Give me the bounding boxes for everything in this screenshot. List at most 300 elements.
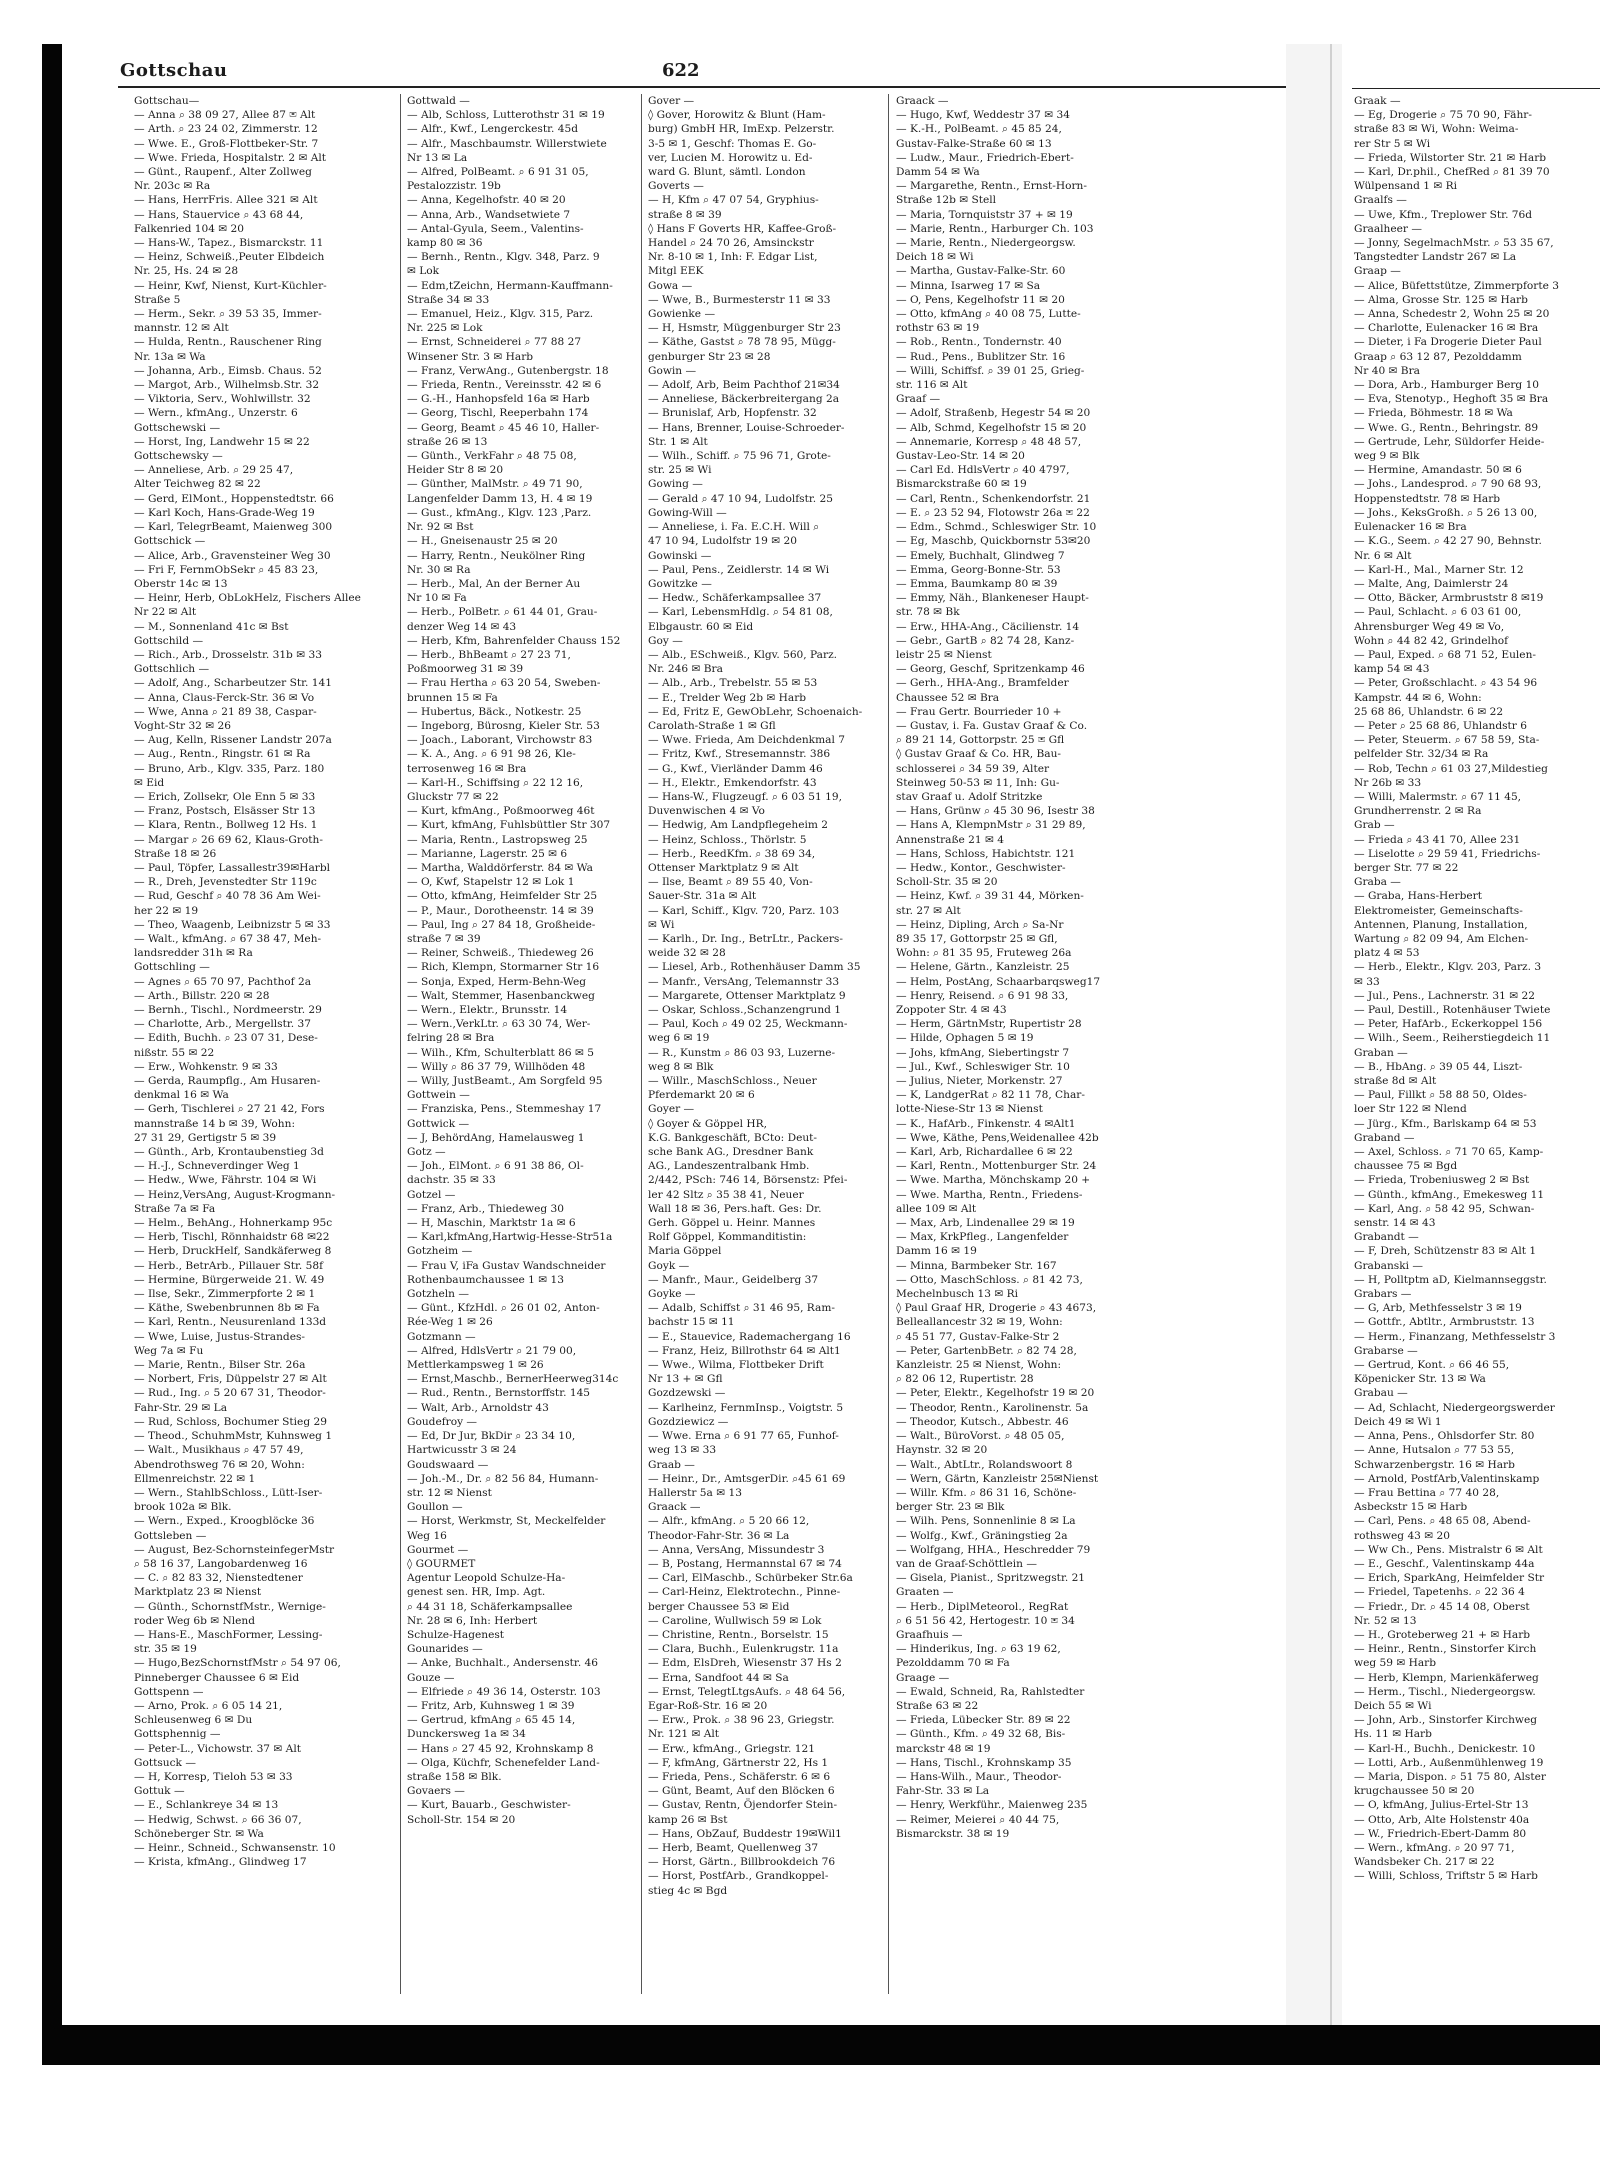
directory-entry-line: — Wilh., Seem., Reiherstiegdeich 11 [1354, 1032, 1551, 1045]
directory-entry-line: Gottwick — [407, 1117, 470, 1130]
directory-entry-line: Deich 18 ✉ Wi [896, 251, 974, 264]
directory-entry-line: — Carl, Rentn., Schenkendorfstr. 21 [896, 492, 1091, 505]
directory-entry-line: — K, LandgerRat ⌕ 82 11 78, Char- [896, 1089, 1085, 1102]
directory-entry-line: Straße 18 ✉ 26 [134, 847, 217, 860]
directory-entry-line: — Horst, Ing, Landwehr 15 ✉ 22 [134, 435, 310, 448]
directory-entry-line: — Minna, Isarweg 17 ✉ Sa [896, 279, 1041, 292]
directory-entry-line: — Ingeborg, Bürosng, Kieler Str. 53 [407, 719, 600, 732]
directory-entry-line: — Wilh. Pens, Sonnenlinie 8 ✉ La [896, 1515, 1076, 1528]
page-number: 622 [662, 60, 700, 81]
directory-entry-line: berger Str. 77 ✉ 22 [1354, 861, 1459, 874]
directory-entry-line: Graafhuis — [896, 1628, 963, 1641]
directory-entry-line: ward G. Blunt, sämtl. London [648, 166, 806, 179]
directory-entry-line: — Herm, GärtnMstr, Rupertistr 28 [896, 1018, 1082, 1031]
directory-entry-line: — P., Maur., Dorotheenstr. 14 ✉ 39 [407, 904, 594, 917]
directory-entry-line: — Wern., Exped., Kroogblöcke 36 [134, 1515, 315, 1528]
directory-entry-line: denzer Weg 14 ✉ 43 [407, 620, 517, 633]
directory-entry-line: — Brunislaf, Arb, Hopfenstr. 32 [648, 407, 817, 420]
directory-entry-line: — Anna ⌕ 38 09 27, Allee 87 ✉ Alt [134, 109, 316, 122]
directory-entry-line: ✉ Eid [134, 776, 165, 789]
gutter-divider [1330, 44, 1332, 2025]
directory-entry-line: — Hedw., Schäferkampsallee 37 [648, 592, 822, 605]
directory-entry-line: — Edith, Buchh. ⌕ 23 07 31, Dese- [134, 1032, 318, 1045]
directory-entry-line: kamp 54 ✉ 43 [1354, 663, 1430, 676]
directory-entry-line: — Ernst,Maschb., BernerHeerweg314c [407, 1373, 619, 1386]
directory-entry-line: loer Str 122 ✉ Nlend [1354, 1103, 1467, 1116]
directory-entry-line: — Johs., Landesprod. ⌕ 7 90 68 93, [1354, 478, 1542, 491]
directory-entry-line: Gowa — [648, 279, 693, 292]
directory-entry-line: — R., Kunstm ⌕ 86 03 93, Luzerne- [648, 1046, 836, 1059]
directory-entry-line: — Paul, Fillkt ⌕ 58 88 50, Oldes- [1354, 1089, 1527, 1102]
directory-entry-line: — Ludw., Maur., Friedrich-Ebert- [896, 151, 1074, 164]
directory-entry-line: — Alb., Arb., Trebelstr. 55 ✉ 53 [648, 677, 818, 690]
directory-entry-line: Schwarzenbergstr. 16 ✉ Harb [1354, 1458, 1515, 1471]
directory-entry-line: — Ernst, Schneiderei ⌕ 77 88 27 [407, 336, 582, 349]
directory-entry-line: Hoppenstedtstr. 78 ✉ Harb [1354, 492, 1501, 505]
directory-entry-line: — Kurt, Bauarb., Geschwister- [407, 1799, 571, 1812]
directory-entry-line: — Rob., Rentn., Tondernstr. 40 [896, 336, 1062, 349]
directory-entry-line: Gover — [648, 95, 695, 107]
directory-entry-line: ◊ Hans F Goverts HR, Kaffee-Groß- [648, 222, 837, 235]
directory-entry-line: — Willr. Kfm. ⌕ 86 31 16, Schöne- [896, 1486, 1077, 1499]
directory-entry-line: Gluckstr 77 ✉ 22 [407, 790, 499, 803]
directory-entry-line: — Jonny, SegelmachMstr. ⌕ 53 35 67, [1354, 237, 1554, 250]
directory-entry-line: straße 8 ✉ 39 [648, 208, 722, 221]
directory-entry-line: Tangstedter Landstr 267 ✉ La [1354, 251, 1517, 264]
directory-entry-line: Gowienke — [648, 308, 716, 321]
directory-entry-line: Abendrothsweg 76 ✉ 20, Wohn: [134, 1458, 305, 1471]
directory-entry-line: platz 4 ✉ 53 [1354, 947, 1420, 960]
directory-entry-line: — E. ⌕ 23 52 94, Flotowstr 26a ✉ 22 [896, 506, 1090, 519]
directory-entry-line: — E., Trelder Weg 2b ✉ Harb [648, 691, 807, 704]
directory-entry-line: — Wwe. G., Rentn., Behringstr. 89 [1354, 421, 1539, 434]
directory-entry-line: — Eva, Stenotyp., Heghoft 35 ✉ Bra [1354, 393, 1549, 406]
directory-entry-line: — Horst, PostfArb., Grandkoppel- [648, 1870, 829, 1883]
directory-entry-line: Gottuk — [134, 1785, 185, 1798]
directory-entry-line: Graack — [896, 95, 949, 107]
directory-entry-line: — Christine, Rentn., Borselstr. 15 [648, 1628, 829, 1641]
directory-entry-line: mannstr. 12 ✉ Alt [134, 322, 229, 335]
directory-entry-line: — Karl-H., Schiffsing ⌕ 22 12 16, [407, 776, 584, 789]
directory-entry-line: — Kurt, kfmAng., Poßmoorweg 46t [407, 805, 595, 818]
directory-entry-line: — Paul, Pens., Zeidlerstr. 14 ✉ Wi [648, 563, 830, 576]
directory-column-5-next-page [1354, 94, 1600, 1994]
directory-entry-line: — Wwe, Luise, Justus-Strandes- [134, 1330, 305, 1343]
directory-entry-line: — Herb., Mal, An der Berner Au [407, 577, 581, 590]
directory-entry-line: Nr 22 ✉ Alt [134, 606, 197, 619]
directory-entry-line: — Charlotte, Eulenacker 16 ✉ Bra [1354, 322, 1539, 335]
directory-entry-line: — Carl Ed. HdlsVertr ⌕ 40 4797, [896, 464, 1070, 477]
directory-entry-line: Straße 7a ✉ Fa [134, 1202, 216, 1215]
scan-border-left [42, 44, 62, 2064]
directory-entry-line: — Hans, Grünw ⌕ 45 30 96, Isestr 38 [896, 805, 1095, 818]
directory-entry-line: — E., Schlankreye 34 ✉ 13 [134, 1799, 279, 1812]
directory-entry-line: Gottsleben — [134, 1529, 207, 1542]
directory-entry-line: Schöneberger Str. ✉ Wa [134, 1827, 264, 1840]
directory-entry-line: — Emanuel, Heiz., Klgv. 315, Parz. [407, 308, 594, 321]
directory-entry-line: sche Bank AG., Dresdner Bank [648, 1146, 814, 1159]
directory-entry-line: — Bernh., Tischl., Nordmeerstr. 29 [134, 1004, 322, 1016]
directory-entry-line: Gourmet — [407, 1543, 469, 1556]
directory-entry-line: Haynstr. 32 ✉ 20 [896, 1444, 988, 1457]
directory-entry-line: — Maria, Rentn., Lastropsweg 25 [407, 833, 588, 846]
directory-entry-line: — Frieda, Böhmestr. 18 ✉ Wa [1354, 407, 1513, 420]
directory-entry-line: — Günth., Kfm. ⌕ 49 32 68, Bis- [896, 1728, 1066, 1741]
directory-entry-line: Goy — [648, 634, 683, 647]
directory-entry-line: — Heinz, Schloss., Thörlstr. 5 [648, 833, 807, 846]
directory-entry-line: — Wilh., Schiff. ⌕ 75 96 71, Grote- [648, 450, 831, 463]
directory-entry-line: — G., Kwf., Vierländer Damm 46 [648, 762, 823, 775]
directory-entry-line: — Olga, Küchfr, Schenefelder Land- [407, 1756, 600, 1769]
directory-entry-line: — Hulda, Rentn., Rauschener Ring [134, 336, 322, 349]
directory-entry-line: — Herb., ReedKfm. ⌕ 38 69 34, [648, 847, 816, 860]
directory-entry-line: — Adolf, Arb, Beim Pachthof 21✉34 [648, 379, 840, 392]
directory-entry-line: — Erw., Prok. ⌕ 38 96 23, Griegstr. [648, 1714, 835, 1727]
directory-entry-line: — Gerh., HHA-Ang., Bramfelder [896, 677, 1069, 690]
directory-entry-line: — Hedw., Wwe, Fährstr. 104 ✉ Wi [134, 1174, 317, 1187]
directory-entry-line: felring 28 ✉ Bra [407, 1032, 495, 1045]
directory-entry-line: — Gerda, Raumpflg., Am Husaren- [134, 1075, 321, 1088]
directory-entry-line: — Karl,kfmAng,Hartwig-Hesse-Str51a [407, 1231, 613, 1244]
directory-entry-line: — O, kfmAng, Julius-Ertel-Str 13 [1354, 1799, 1529, 1812]
directory-entry-line: rothstr 63 ✉ 19 [896, 322, 980, 335]
directory-entry-line: — Erw., Wohkenstr. 9 ✉ 33 [134, 1060, 278, 1073]
directory-entry-line: — Friedel, Tapetenhs. ⌕ 22 36 4 [1354, 1586, 1525, 1599]
directory-entry-line: — Hans-W., Flugzeugf. ⌕ 6 03 51 19, [648, 790, 842, 803]
directory-entry-line: genest sen. HR, Imp. Agt. [407, 1586, 546, 1599]
directory-entry-line: — W., Friedrich-Ebert-Damm 80 [1354, 1827, 1527, 1840]
directory-entry-line: rothsweg 43 ✉ 20 [1354, 1529, 1451, 1542]
directory-entry-line: — Peter, HafArb., Eckerkoppel 156 [1354, 1018, 1543, 1031]
directory-entry-line: — Rich, Klempn, Stormarner Str 16 [407, 961, 600, 974]
directory-entry-line: — Hans-E., MaschFormer, Lessing- [134, 1628, 323, 1641]
directory-entry-line: Bismarckstraße 60 ✉ 19 [896, 478, 1027, 491]
directory-entry-line: Sauer-Str. 31a ✉ Alt [648, 890, 757, 903]
directory-entry-line: Belleallancestr 32 ✉ 19, Wohn: [896, 1316, 1063, 1329]
directory-entry-line: ⌕ 44 31 18, Schäferkampsallee [407, 1600, 573, 1613]
directory-entry-line: Gotzheim — [407, 1245, 473, 1258]
directory-entry-line: — Wern, Gärtn, Kanzleistr 25✉Nienst [896, 1472, 1099, 1485]
directory-entry-line: — Franz, Arb., Thiedeweg 30 [407, 1202, 564, 1215]
directory-entry-line: — O, Pens, Kegelhofstr 11 ✉ 20 [896, 293, 1065, 306]
directory-entry-line: — Hedw., Kontor., Geschwister- [896, 861, 1066, 874]
directory-entry-line: str. 116 ✉ Alt [896, 379, 968, 392]
directory-entry-line: — Liselotte ⌕ 29 59 41, Friedrichs- [1354, 847, 1541, 860]
directory-entry-line: dachstr. 35 ✉ 33 [407, 1174, 496, 1187]
directory-entry-line: Nr. 28 ✉ 6, Inh: Herbert [407, 1614, 538, 1627]
directory-entry-line: Wartung ⌕ 82 09 94, Am Elchen- [1354, 932, 1529, 945]
directory-entry-line: Graalheer — [1354, 222, 1422, 235]
directory-entry-line: ◊ Goyer & Göppel HR, [648, 1117, 767, 1130]
directory-entry-line: — Marie, Rentn., Harburger Ch. 103 [896, 222, 1094, 235]
directory-entry-line: ⌕ 89 21 14, Gottorpstr. 25 ✉ Gfl [896, 734, 1065, 747]
directory-entry-line: — Uwe, Kfm., Treplower Str. 76d [1354, 208, 1533, 221]
directory-entry-line: Goudefroy — [407, 1415, 478, 1428]
directory-entry-line: Dunckersweg 1a ✉ 34 [407, 1728, 526, 1741]
directory-entry-line: Str. 1 ✉ Alt [648, 435, 708, 448]
directory-entry-line: — Ilse, Sekr., Zimmerpforte 2 ✉ 1 [134, 1288, 316, 1301]
directory-entry-line: — Caroline, Wullwisch 59 ✉ Lok [648, 1614, 822, 1627]
directory-entry-line: landsredder 31h ✉ Ra [134, 947, 253, 960]
header-rule [118, 86, 1286, 88]
directory-entry-line: — Kurt, kfmAng, Fuhlsbüttler Str 307 [407, 819, 611, 832]
directory-entry-line: — Theodor, Rentn., Karolinenstr. 5a [896, 1401, 1089, 1414]
directory-entry-line: ⌕ 82 06 12, Rupertistr. 28 [896, 1373, 1034, 1386]
directory-entry-line: Nr 13 + ✉ Gfl [648, 1373, 723, 1386]
running-header: Gottschau [120, 60, 228, 81]
directory-entry-line: terrosenweg 16 ✉ Bra [407, 762, 527, 775]
directory-entry-line: — Alfr., kfmAng. ⌕ 5 20 66 12, [648, 1515, 810, 1528]
directory-entry-line: — Frieda ⌕ 43 41 70, Allee 231 [1354, 833, 1521, 846]
directory-entry-line: Gotzel — [407, 1188, 456, 1201]
directory-entry-line: ◊ Gover, Horowitz & Blunt (Ham- [648, 109, 826, 122]
directory-entry-line: — Aug., Rentn., Ringstr. 61 ✉ Ra [134, 748, 311, 761]
directory-entry-line: — H, Hsmstr, Müggenburger Str 23 [648, 322, 841, 335]
directory-entry-line: — Gust., kfmAng., Klgv. 123 ,Parz. [407, 506, 592, 519]
directory-entry-line: Nr. 225 ✉ Lok [407, 322, 483, 335]
directory-entry-line: — R., Dreh, Jevenstedter Str 119c [134, 876, 317, 889]
directory-entry-line: Scholl-Str. 35 ✉ 20 [896, 876, 998, 889]
directory-entry-line: — Hans, Stauervice ⌕ 43 68 44, [134, 208, 304, 221]
directory-entry-line: — Frieda, Pens., Schäferstr. 6 ✉ 6 [648, 1770, 831, 1783]
directory-entry-line: Wohn ⌕ 44 82 42, Grindelhof [1354, 634, 1509, 647]
directory-entry-line: — Georg, Tischl, Reeperbahn 174 [407, 407, 589, 420]
directory-column-2 [407, 94, 635, 1994]
directory-entry-line: — Hugo, Kwf, Weddestr 37 ✉ 34 [896, 109, 1070, 122]
directory-entry-line: — Marie, Rentn., Bilser Str. 26a [134, 1359, 306, 1372]
directory-entry-line: — Alb., ESchweiß., Klgv. 560, Parz. [648, 648, 838, 661]
directory-entry-line: ⌕ 58 16 37, Langobardenweg 16 [134, 1557, 308, 1570]
directory-entry-line: Gottsphennig — [134, 1728, 221, 1741]
header-rule-next-page [1352, 88, 1600, 89]
directory-entry-line: Gottschick — [134, 535, 206, 548]
directory-entry-line: — Georg, Beamt ⌕ 45 46 10, Haller- [407, 421, 600, 434]
directory-entry-line: Goudswaard — [407, 1458, 489, 1471]
directory-entry-line: — H.-J., Schneverdinger Weg 1 [134, 1160, 300, 1173]
directory-entry-line: Pinneberger Chaussee 6 ✉ Eid [134, 1671, 300, 1684]
directory-entry-line: — Julius, Nieter, Morkenstr. 27 [896, 1075, 1063, 1088]
directory-entry-line: — Helm, PostAng, Schaarbarqsweg17 [896, 975, 1101, 988]
directory-entry-line: — H., Gneisenaustr 25 ✉ 20 [407, 535, 558, 548]
directory-entry-line: Gottwein — [407, 1089, 470, 1102]
directory-column-4 [896, 94, 1156, 1994]
directory-entry-line: — Arth., Billstr. 220 ✉ 28 [134, 989, 270, 1002]
directory-entry-line: — Peter, Großschlacht. ⌕ 43 54 96 [1354, 677, 1538, 690]
directory-entry-line: weg 9 ✉ Blk [1354, 450, 1420, 463]
directory-entry-line: Ahrensburger Weg 49 ✉ Vo, [1354, 620, 1505, 633]
directory-entry-line: — Alb, Schloss, Lutterothstr 31 ✉ 19 [407, 109, 605, 122]
directory-entry-line: weg 59 ✉ Harb [1354, 1657, 1436, 1670]
directory-entry-line: — Günth., SchornstfMstr., Wernige- [134, 1600, 326, 1613]
directory-entry-line: 27 31 29, Gertigstr 5 ✉ 39 [134, 1131, 277, 1144]
directory-entry-line: ◊ Paul Graaf HR, Drogerie ⌕ 43 4673, [896, 1302, 1097, 1315]
directory-entry-line: — Willy, JustBeamt., Am Sorgfeld 95 [407, 1075, 603, 1088]
directory-entry-line: — H., Elektr., Emkendorfstr. 43 [648, 776, 817, 789]
directory-entry-line: — Herb., PolBetr. ⌕ 61 44 01, Grau- [407, 606, 598, 619]
directory-entry-line: 2/442, PSch: 746 14, Börsenstz: Pfei- [648, 1174, 848, 1187]
directory-entry-line: — G, Arb, Methfesselstr 3 ✉ 19 [1354, 1302, 1522, 1315]
directory-entry-line: — Theod., SchuhmMstr, Kuhnsweg 1 [134, 1430, 333, 1443]
directory-entry-line: — Wern., kfmAng. ⌕ 20 97 71, [1354, 1841, 1515, 1854]
directory-entry-line: Ellmenreichstr. 22 ✉ 1 [134, 1472, 256, 1485]
directory-entry-line: Gustav-Leo-Str. 14 ✉ 20 [896, 450, 1025, 463]
directory-entry-line: — H, Polltptm aD, Kielmannseggstr. [1354, 1273, 1547, 1286]
directory-entry-line: — Fritz, Arb, Kuhnsweg 1 ✉ 39 [407, 1699, 575, 1712]
directory-entry-line: Straße 5 [134, 293, 181, 306]
directory-entry-line: Damm 16 ✉ 19 [896, 1245, 977, 1258]
directory-entry-line: nißstr. 55 ✉ 22 [134, 1046, 215, 1059]
directory-entry-line: Rolf Göppel, Kommanditistin: [648, 1231, 807, 1244]
directory-entry-line: — Frau V, iFa Gustav Wandschneider [407, 1259, 606, 1272]
directory-entry-line: — Jul., Pens., Lachnerstr. 31 ✉ 22 [1354, 989, 1535, 1002]
directory-entry-line: — Otto, MaschSchloss. ⌕ 81 42 73, [896, 1273, 1083, 1286]
directory-entry-line: — Walt., kfmAng. ⌕ 67 38 47, Meh- [134, 932, 322, 945]
directory-entry-line: marckstr 48 ✉ 19 [896, 1742, 991, 1755]
directory-entry-line: — Klara, Rentn., Bollweg 12 Hs. 1 [134, 819, 318, 832]
directory-entry-line: Nr. 25, Hs. 24 ✉ 28 [134, 265, 239, 278]
directory-entry-line: — Karl, Dr.phil., ChefRed ⌕ 81 39 70 [1354, 166, 1550, 179]
directory-entry-line: Poßmoorweg 31 ✉ 39 [407, 663, 524, 676]
directory-entry-line: — Karl-H., Mal., Marner Str. 12 [1354, 563, 1524, 576]
directory-entry-line: — Arth. ⌕ 23 24 02, Zimmerstr. 12 [134, 123, 318, 136]
directory-entry-line: — Heinz, Kwf. ⌕ 39 31 44, Mörken- [896, 890, 1084, 903]
directory-entry-line: Weg 7a ✉ Fu [134, 1344, 204, 1357]
directory-entry-line: Gottschling — [134, 961, 210, 974]
directory-entry-line: — Wwe. Martha, Mönchskamp 20 + [896, 1174, 1091, 1187]
directory-entry-line: Annenstraße 21 ✉ 4 [896, 833, 1005, 846]
directory-entry-line: Grabarse — [1354, 1344, 1418, 1357]
directory-entry-line: — Herb, DruckHelf, Sandkäferweg 8 [134, 1245, 332, 1258]
directory-entry-line: Nr. 203c ✉ Ra [134, 180, 211, 193]
directory-entry-line: — Fri F, FernmObSekr ⌕ 45 83 23, [134, 563, 319, 576]
directory-entry-line: str. 35 ✉ 19 [134, 1643, 197, 1656]
directory-entry-line: — Hans-W., Tapez., Bismarckstr. 11 [134, 237, 324, 250]
directory-entry-line: Straße 12b ✉ Stell [896, 194, 997, 207]
directory-entry-line: lotte-Niese-Str 13 ✉ Nienst [896, 1103, 1043, 1116]
directory-entry-line: — Anna, Kegelhofstr. 40 ✉ 20 [407, 194, 566, 207]
directory-entry-line: stieg 4c ✉ Bgd [648, 1884, 728, 1897]
directory-entry-line: — Hermine, Amandastr. 50 ✉ 6 [1354, 464, 1522, 477]
directory-entry-line: — Edm,tZeichn, Hermann-Kauffmann- [407, 279, 613, 292]
directory-entry-line: — Carl, Pens. ⌕ 48 65 08, Abend- [1354, 1515, 1531, 1528]
directory-entry-line: — Anna, Pens., Ohlsdorfer Str. 80 [1354, 1430, 1535, 1443]
directory-entry-line: — Anneliese, i. Fa. E.C.H. Will ⌕ [648, 521, 820, 534]
directory-entry-line: Oberstr 14c ✉ 13 [134, 577, 228, 590]
directory-entry-line: bachstr 15 ✉ 11 [648, 1316, 735, 1329]
directory-entry-line: — Karl, Ang. ⌕ 58 42 95, Schwan- [1354, 1202, 1535, 1215]
directory-entry-line: weide 32 ✉ 28 [648, 947, 726, 960]
directory-entry-line: kamp 26 ✉ Bst [648, 1813, 728, 1826]
directory-entry-line: — Georg, Geschf, Spritzenkamp 46 [896, 663, 1085, 676]
directory-entry-line: brunnen 15 ✉ Fa [407, 691, 498, 704]
directory-entry-line: — Adalb, Schiffst ⌕ 31 46 95, Ram- [648, 1302, 835, 1315]
directory-entry-line: — Johs, kfmAng, Siebertingstr 7 [896, 1046, 1070, 1059]
directory-entry-line: — Paul, Koch ⌕ 49 02 25, Weckmann- [648, 1018, 848, 1031]
directory-entry-line: — Otto, Bäcker, Armbruststr 8 ✉19 [1354, 592, 1544, 605]
directory-entry-line: — M., Sonnenland 41c ✉ Bst [134, 620, 289, 633]
directory-entry-line: — G.-H., Hanhopsfeld 16a ✉ Harb [407, 393, 590, 406]
directory-entry-line: — Hugo,BezSchornstfMstr ⌕ 54 97 06, [134, 1657, 341, 1670]
directory-entry-line: — Franz, Heiz, Billrothstr 64 ✉ Alt1 [648, 1344, 841, 1357]
directory-entry-line: — Horst, Werkmstr, St, Meckelfelder [407, 1515, 606, 1528]
directory-entry-line: Graap — [1354, 265, 1401, 278]
directory-entry-line: — Erich, SparkAng, Heimfelder Str [1354, 1572, 1545, 1585]
directory-entry-line: str. 78 ✉ Bk [896, 606, 960, 619]
directory-entry-line: Duvenwischen 4 ✉ Vo [648, 805, 765, 818]
directory-entry-line: Eulenacker 16 ✉ Bra [1354, 521, 1467, 534]
directory-entry-line: — Margot, Arb., Wilhelmsb.Str. 32 [134, 379, 320, 392]
directory-entry-line: Wülpensand 1 ✉ Ri [1354, 180, 1457, 193]
directory-entry-line: stav Graaf u. Adolf Stritzke [896, 790, 1043, 803]
directory-entry-line: — K.G., Seem. ⌕ 42 27 90, Behnstr. [1354, 535, 1542, 548]
directory-entry-line: weg 13 ✉ 33 [648, 1444, 717, 1457]
directory-entry-line: — Harry, Rentn., Neukölner Ring [407, 549, 586, 562]
directory-entry-line: — Karlh., Dr. Ing., BetrLtr., Packers- [648, 932, 843, 945]
directory-entry-line: mannstraße 14 b ✉ 39, Wohn: [134, 1117, 296, 1130]
directory-entry-line: — Gebr., GartB ⌕ 82 74 28, Kanz- [896, 634, 1075, 647]
directory-entry-line: — Malte, Ang, Daimlerstr 24 [1354, 577, 1509, 590]
directory-entry-line: Theodor-Fahr-Str. 36 ✉ La [648, 1529, 790, 1542]
directory-entry-line: — Wwe, Anna ⌕ 21 89 38, Caspar- [134, 705, 317, 718]
directory-entry-line: — Liesel, Arb., Rothenhäuser Damm 35 [648, 961, 861, 974]
directory-entry-line: ◊ Gustav Graaf & Co. HR, Bau- [896, 748, 1061, 761]
directory-entry-line: Graak — [1354, 95, 1401, 107]
directory-entry-line: — Oskar, Schloss.,Schanzengrund 1 [648, 1004, 842, 1016]
directory-entry-line: — Joach., Laborant, Virchowstr 83 [407, 734, 593, 747]
directory-column-3 [648, 94, 880, 1994]
directory-entry-line: — Herm., Tischl., Niedergeorgsw. [1354, 1685, 1536, 1698]
directory-entry-line: — Rud, Schloss, Bochumer Stieg 29 [134, 1415, 327, 1428]
directory-entry-line: Ottenser Marktplatz 9 ✉ Alt [648, 861, 799, 874]
directory-entry-line: — Norbert, Fris, Düppelstr 27 ✉ Alt [134, 1373, 327, 1386]
directory-entry-line: — Paul, Schlacht. ⌕ 6 03 61 00, [1354, 606, 1522, 619]
directory-entry-line: Elbgaustr. 60 ✉ Eid [648, 620, 754, 633]
directory-entry-line: Mettlerkampsweg 1 ✉ 26 [407, 1359, 544, 1372]
directory-entry-line: — Willy ⌕ 86 37 79, Willhöden 48 [407, 1060, 586, 1073]
directory-entry-line: — Gertrud, Kont. ⌕ 66 46 55, [1354, 1359, 1510, 1372]
directory-entry-line: ◊ GOURMET [407, 1557, 476, 1570]
directory-entry-line: — Frieda, Lübecker Str. 89 ✉ 22 [896, 1714, 1071, 1727]
directory-entry-line: — Wwe, Käthe, Pens,Weidenallee 42b [896, 1131, 1099, 1144]
directory-entry-line: — Hans-Wilh., Maur., Theodor- [896, 1770, 1062, 1783]
directory-entry-line: — Dieter, i Fa Drogerie Dieter Paul [1354, 336, 1542, 349]
directory-entry-line: ler 42 Sltz ⌕ 35 38 41, Neuer [648, 1188, 804, 1201]
directory-entry-line: Nr 13 ✉ La [407, 151, 468, 164]
directory-entry-line: — Herb, Kfm, Bahrenfelder Chauss 152 [407, 634, 621, 647]
directory-entry-line: — Heinr, Herb, ObLokHelz, Fischers Allee [134, 592, 361, 605]
directory-entry-line: — Wern., Elektr., Brunsstr. 14 [407, 1004, 568, 1016]
directory-entry-line: Graban — [1354, 1046, 1408, 1059]
directory-entry-line: — Martha, Walddörferstr. 84 ✉ Wa [407, 861, 593, 874]
directory-entry-line: burg) GmbH HR, ImExp. Pelzerstr. [648, 123, 835, 136]
directory-entry-line: — Wwe. Frieda, Am Deichdenkmal 7 [648, 734, 845, 747]
directory-entry-line: — Anna, Arb., Wandsetwiete 7 [407, 208, 571, 221]
directory-entry-line: Gowing-Will — [648, 506, 727, 519]
directory-entry-line: — Otto, kfmAng, Heimfelder Str 25 [407, 890, 598, 903]
directory-entry-line: Goyk — [648, 1259, 690, 1272]
directory-entry-line: — Wern., kfmAng., Unzerstr. 6 [134, 407, 298, 420]
directory-entry-line: — Frau Bettina ⌕ 77 40 28, [1354, 1486, 1500, 1499]
directory-entry-line: Asbeckstr 15 ✉ Harb [1354, 1501, 1468, 1514]
directory-entry-line: — Krista, kfmAng., Glindweg 17 [134, 1856, 307, 1869]
directory-entry-line: — Günt., Raupenf., Alter Zollweg [134, 166, 312, 179]
directory-entry-line: str. 25 ✉ Wi [648, 464, 712, 477]
directory-entry-line: Straße 63 ✉ 22 [896, 1699, 979, 1712]
directory-entry-line: Nr. 121 ✉ Alt [648, 1728, 720, 1741]
directory-entry-line: — Alfred, HdlsVertr ⌕ 21 79 00, [407, 1344, 577, 1357]
directory-entry-line: Grab — [1354, 819, 1395, 832]
directory-entry-line: — Anna, VersAng, Missundestr 3 [648, 1543, 825, 1556]
